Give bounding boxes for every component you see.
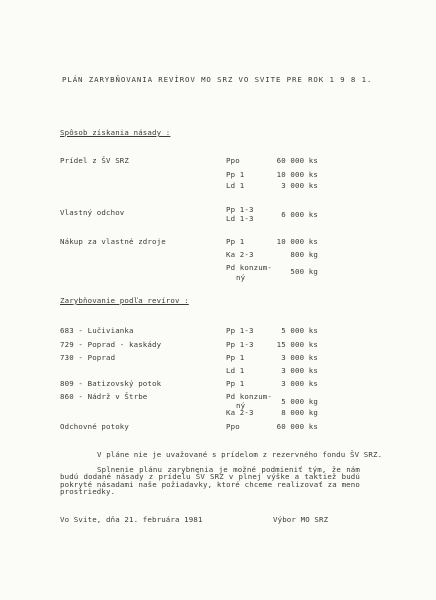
row-kind: Pp 1 [226,170,245,179]
row-label: Prídel z ŠV SRZ [60,156,129,165]
row-amount: 3 000 ks [281,353,318,362]
row-label: 729 - Poprad - kaskády [60,340,162,349]
row-amount: 60 000 ks [276,422,318,431]
row-label: 809 - Batizovský potok [60,379,162,388]
row-kind: Ka 2-3 [226,250,254,259]
row-amount: 6 000 ks [281,210,318,219]
row-kind: Ppo [226,422,240,431]
row-label: 730 - Poprad [60,353,116,362]
row-label: Odchovné potoky [60,422,129,431]
row-label: 860 - Nádrž v Štrbe [60,392,148,401]
row-amount: 10 000 ks [276,237,318,246]
row-kind: Ka 2-3 [226,408,254,417]
row-kind: Pd konzum- [226,392,272,401]
row-kind-line2: Ld 1-3 [226,214,254,223]
row-kind: Ld 1 [226,181,245,190]
row-kind: Ppo [226,156,240,165]
note-conditions: Splnenie plánu zarybnenia je možné podmieniť tým, že nám budú dodané násady z prídelu ŠV SRZ v plnej výške a taktiež budú pokryté násadami naše požiadavky, ktoré chceme realizovať za meno prostriedky. [60,465,360,497]
row-amount: 10 000 ks [276,170,318,179]
row-amount: 3 000 ks [281,366,318,375]
row-amount: 60 000 ks [276,156,318,165]
row-kind: Pp 1 [226,353,245,362]
row-label: Vlastný odchov [60,208,125,217]
row-amount: 800 kg [290,250,318,259]
section-heading-acquisition: Spôsob získania násady : [60,128,171,137]
row-kind: Pp 1-3 [226,326,254,335]
row-kind: Pp 1 [226,237,245,246]
row-amount: 5 000 kg [281,397,318,406]
row-kind: Pd konzum- [226,263,272,272]
place-date: Vo Svite, dňa 21. februára 1981 [60,515,203,524]
row-amount: 3 000 ks [281,379,318,388]
row-kind: Pp 1-3 [226,340,254,349]
note-reserve-fund: V pláne nie je uvažované s prídelom z rezervného fondu ŠV SRZ. [97,450,383,459]
row-label: Nákup za vlastné zdroje [60,237,166,246]
row-amount: 8 000 kg [281,408,318,417]
section-heading-by-district: Zarybňovanie podľa revírov : [60,296,189,305]
row-kind: Pp 1 [226,379,245,388]
row-label: 683 - Lučivianka [60,326,134,335]
row-amount: 3 000 ks [281,181,318,190]
row-kind-line2: ný [236,401,246,410]
row-kind: Pp 1-3 [226,205,254,214]
row-amount: 15 000 ks [276,340,318,349]
document-title: PLÁN ZARYBŇOVANIA REVÍROV MO SRZ VO SVITE PRE ROK 1 9 8 1. [62,75,373,84]
row-amount: 5 000 ks [281,326,318,335]
row-kind-line2: ný [236,273,246,282]
row-kind: Ld 1 [226,366,245,375]
signature: Výbor MO SRZ [273,515,329,524]
row-amount: 500 kg [290,267,318,276]
